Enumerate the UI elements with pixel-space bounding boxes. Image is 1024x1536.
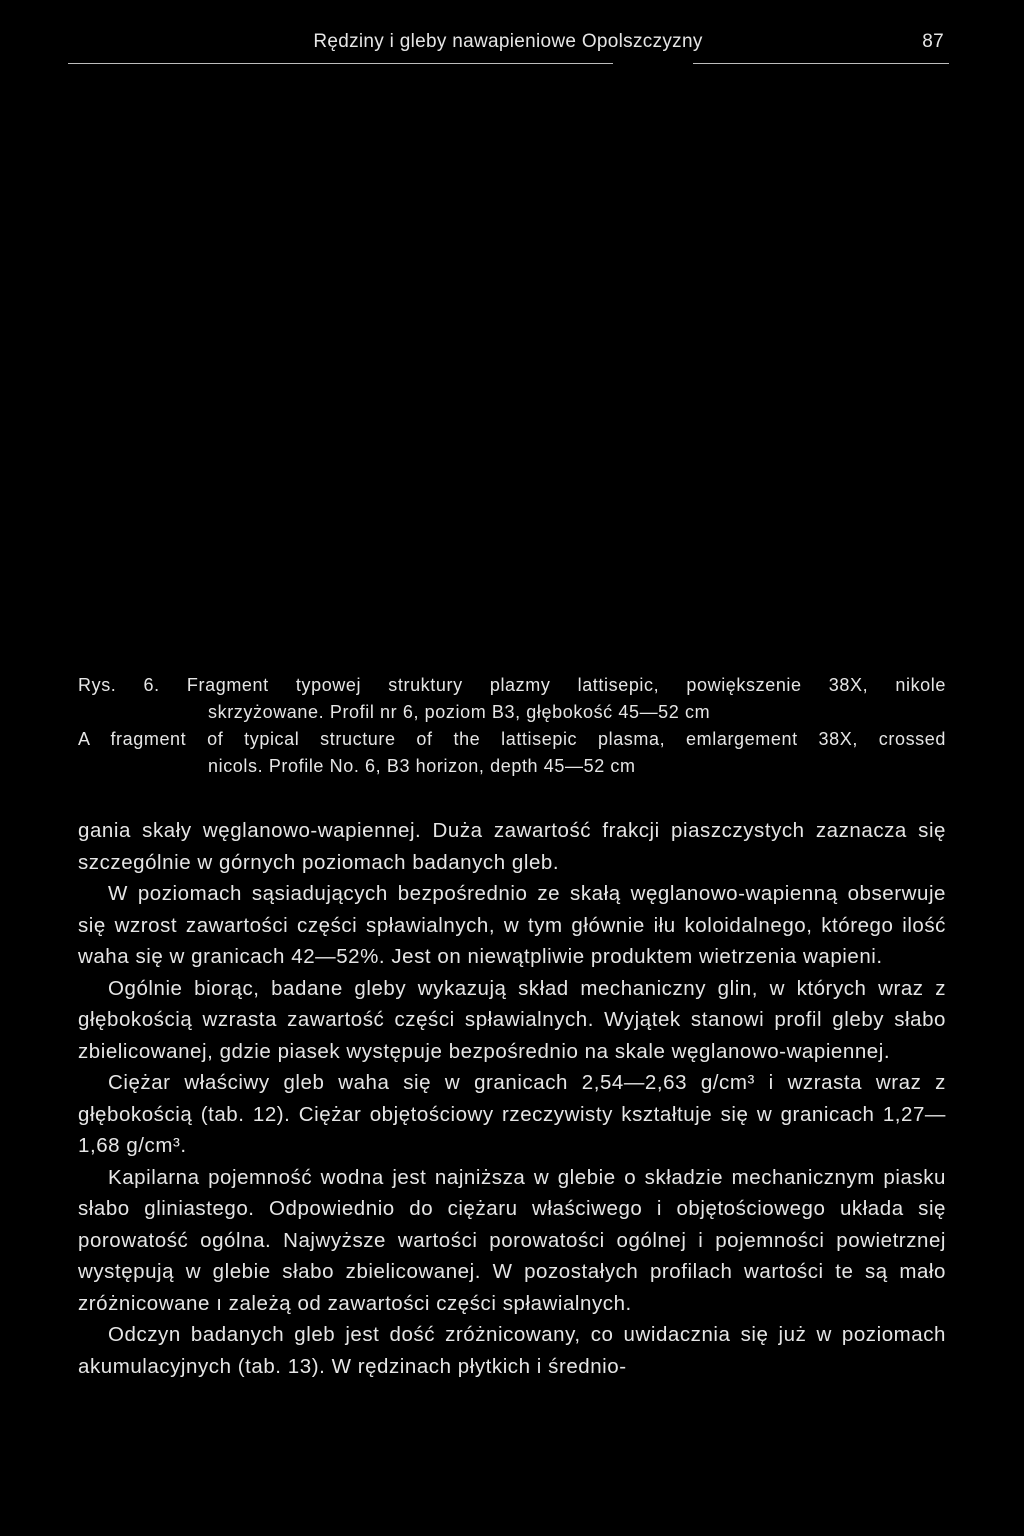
paragraph: W poziomach sąsiadujących bezpośrednio ze skałą węglanowo-wapienną obserwuje się wzrost zawartości części spławialnych, w tym głównie iłu koloidalnego, którego ilość waha się w granicach 42—52%. Jest on niewątpliwie produktem wietrzenia wapieni.	[78, 882, 946, 968]
header-rule	[693, 63, 949, 64]
running-title: Rędziny i gleby nawapieniowe Opolszczyzny	[313, 31, 703, 52]
figure-caption	[78, 672, 946, 780]
caption-line: Rys. 6. Fragment typowej struktury plazmy lattisepic, powiększenie 38X, nikole	[78, 675, 946, 695]
paragraph: Ogólnie biorąc, badane gleby wykazują skład mechaniczny glin, w których wraz z głębokością wzrasta zawartość części spławialnych. Wyjątek stanowi profil gleby słabo zbielicowanej, gdzie piasek występuje bezpośrednio na skale węglanowo-wapiennej.	[78, 976, 946, 1063]
paragraph: gania skały węglanowo-wapiennej. Duża zawartość frakcji piaszczystych zaznacza się szczególnie w górnych poziomach badanych gleb.	[78, 819, 946, 874]
caption-line: skrzyżowane. Profil nr 6, poziom B3, głębokość 45—52 cm	[208, 702, 711, 722]
running-header	[68, 31, 948, 61]
micrograph-figure	[40, 78, 984, 653]
paragraph: Odczyn badanych gleb jest dość zróżnicowany, co uwidacznia się już w poziomach akumulacyjnych (tab. 13). W rędzinach płytkich i średnio-	[78, 1323, 946, 1378]
paragraph: Kapilarna pojemność wodna jest najniższa w glebie o składzie mechanicznym piasku słabo gliniastego. Odpowiednio do ciężaru właściwego i objętościowego układa się porowatość ogólna. Najwyższe wartości porowatości ogólnej i pojemności powietrznej występują w glebie słabo zbielicowanej. W pozostałych profilach wartości te są mało zróżnicowane ı zależą od zawartości części spławialnych.	[78, 1165, 946, 1315]
header-rule	[68, 63, 613, 64]
caption-line: nicols. Profile No. 6, B3 horizon, depth 45—52 cm	[208, 756, 636, 776]
caption-line: A fragment of typical structure of the lattisepic plasma, emlargement 38X, crossed	[78, 729, 946, 749]
body-text	[78, 815, 946, 1382]
page-number: 87	[922, 31, 944, 52]
paragraph: Ciężar właściwy gleb waha się w granicach 2,54—2,63 g/cm³ i wzrasta wraz z głębokością (tab. 12). Ciężar objętościowy rzeczywisty kształtuje się w granicach 1,27—1,68 g/cm³.	[78, 1071, 946, 1157]
